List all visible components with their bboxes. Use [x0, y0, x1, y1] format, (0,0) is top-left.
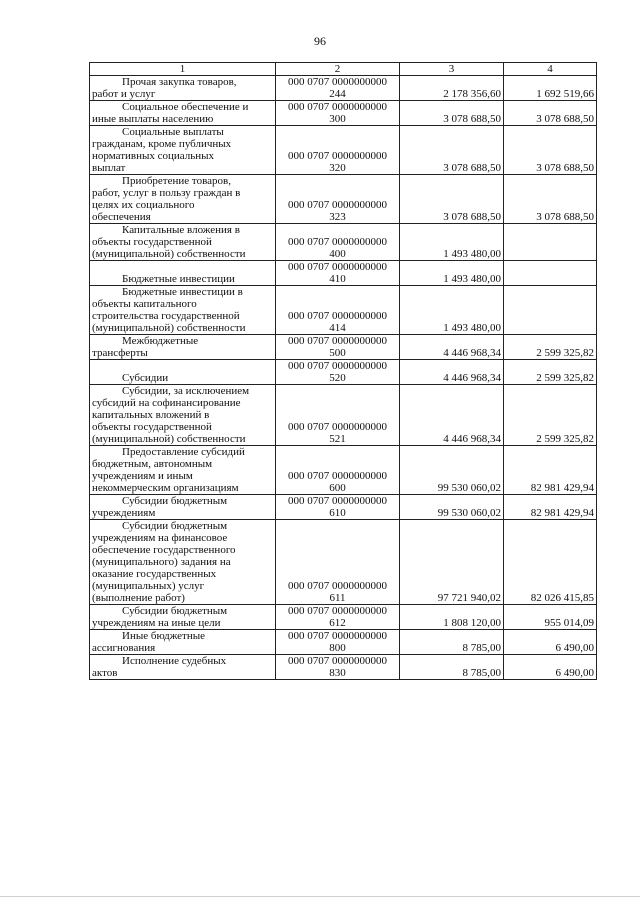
row-code-line: 000 0707 0000000000	[288, 605, 387, 617]
row-name-line: Социальное обеспечение и	[122, 101, 249, 113]
row-code-line: 000 0707 0000000000	[288, 335, 387, 347]
row-name-cell	[90, 261, 276, 286]
row-value-col3: 99 530 060,02	[400, 495, 504, 520]
row-value-col3: 1 493 480,00	[400, 286, 504, 335]
row-value-col4	[504, 286, 597, 335]
row-name-line: Бюджетные инвестиции в	[122, 286, 243, 298]
row-value-col3: 1 808 120,00	[400, 605, 504, 630]
row-name-line: объекты государственной	[92, 236, 212, 248]
row-name-cell	[90, 495, 276, 520]
row-code-line: 611	[329, 592, 346, 604]
row-name-line: иные выплаты населению	[92, 113, 214, 125]
row-code-cell	[276, 630, 400, 655]
row-name-line: учреждениям на иные цели	[92, 617, 221, 629]
row-code-line: 000 0707 0000000000	[288, 421, 387, 433]
table-row	[90, 495, 597, 520]
row-name-line: ассигнования	[92, 642, 156, 654]
row-name-line: целях их социального	[92, 199, 195, 211]
table-header-row	[90, 63, 597, 76]
table-row	[90, 655, 597, 680]
row-value-col3: 4 446 968,34	[400, 385, 504, 446]
row-name-line: трансферты	[92, 347, 148, 359]
row-name-cell	[90, 385, 276, 446]
row-value-col4: 82 026 415,85	[504, 520, 597, 605]
row-name-line: (муниципальной) собственности	[92, 433, 246, 445]
row-value-col3: 4 446 968,34	[400, 360, 504, 385]
row-name-cell	[90, 630, 276, 655]
row-name-line: Субсидии	[122, 372, 169, 384]
row-code-line: 000 0707 0000000000	[288, 655, 387, 667]
row-name-line: учреждениям на финансовое	[92, 532, 228, 544]
row-name-line: Субсидии бюджетным	[122, 605, 228, 617]
row-name-line: капитальных вложений в	[92, 409, 210, 421]
table-row	[90, 126, 597, 175]
row-code-cell	[276, 495, 400, 520]
row-value-col3: 2 178 356,60	[400, 76, 504, 101]
row-code-line: 000 0707 0000000000	[288, 236, 387, 248]
table-row	[90, 286, 597, 335]
page-bottom-edge	[0, 896, 640, 897]
row-value-col4: 2 599 325,82	[504, 360, 597, 385]
row-code-line: 610	[329, 507, 346, 519]
row-code-line: 000 0707 0000000000	[288, 150, 387, 162]
row-name-line: Субсидии бюджетным	[122, 520, 228, 532]
row-code-cell	[276, 360, 400, 385]
row-name-cell	[90, 224, 276, 261]
row-name-line: объекты государственной	[92, 421, 212, 433]
column-header-1: 1	[90, 63, 276, 76]
column-header-2: 2	[276, 63, 400, 76]
row-value-col3: 8 785,00	[400, 630, 504, 655]
table-body	[90, 76, 597, 680]
row-value-col4: 2 599 325,82	[504, 335, 597, 360]
row-code-cell	[276, 101, 400, 126]
row-code-line: 830	[329, 667, 346, 679]
row-name-line: актов	[92, 667, 118, 679]
table-row	[90, 175, 597, 224]
table-row	[90, 101, 597, 126]
table-row	[90, 446, 597, 495]
row-name-line: объекты капитального	[92, 298, 197, 310]
row-value-col4: 6 490,00	[504, 655, 597, 680]
row-name-line: учреждениям	[92, 507, 156, 519]
row-value-col4: 6 490,00	[504, 630, 597, 655]
row-name-line: бюджетным, автономным	[92, 458, 213, 470]
row-code-line: 414	[329, 322, 346, 334]
row-value-col4: 3 078 688,50	[504, 175, 597, 224]
table-row	[90, 76, 597, 101]
row-code-cell	[276, 655, 400, 680]
table-row	[90, 605, 597, 630]
row-code-line: 000 0707 0000000000	[288, 630, 387, 642]
table-row	[90, 224, 597, 261]
table-row	[90, 385, 597, 446]
row-code-cell	[276, 286, 400, 335]
row-code-line: 400	[329, 248, 346, 260]
row-code-line: 000 0707 0000000000	[288, 310, 387, 322]
row-value-col3: 3 078 688,50	[400, 101, 504, 126]
row-value-col3: 1 493 480,00	[400, 261, 504, 286]
column-header-4: 4	[504, 63, 597, 76]
row-name-cell	[90, 126, 276, 175]
row-name-line: работ, услуг в пользу граждан в	[92, 187, 241, 199]
row-value-col3: 1 493 480,00	[400, 224, 504, 261]
row-name-line: (муниципальных) услуг	[92, 580, 205, 592]
row-code-line: 320	[329, 162, 346, 174]
row-value-col4	[504, 224, 597, 261]
row-name-line: учреждениям и иным	[92, 470, 193, 482]
row-code-cell	[276, 385, 400, 446]
row-name-line: Исполнение судебных	[122, 655, 227, 667]
row-name-line: Капитальные вложения в	[122, 224, 240, 236]
row-name-line: оказание государственных	[92, 568, 217, 580]
row-value-col4: 3 078 688,50	[504, 101, 597, 126]
row-value-col3: 99 530 060,02	[400, 446, 504, 495]
row-value-col4: 82 981 429,94	[504, 446, 597, 495]
row-name-line: строительства государственной	[92, 310, 240, 322]
row-name-cell	[90, 175, 276, 224]
row-code-line: 000 0707 0000000000	[288, 101, 387, 113]
row-name-line: Иные бюджетные	[122, 630, 206, 642]
row-name-cell	[90, 520, 276, 605]
row-code-line: 323	[329, 211, 346, 223]
row-name-line: обеспечение государственного	[92, 544, 236, 556]
row-name-line: субсидий на софинансирование	[92, 397, 241, 409]
row-code-line: 000 0707 0000000000	[288, 199, 387, 211]
row-code-cell	[276, 224, 400, 261]
table-row	[90, 520, 597, 605]
row-code-cell	[276, 446, 400, 495]
row-code-cell	[276, 520, 400, 605]
row-code-cell	[276, 335, 400, 360]
row-name-line: Предоставление субсидий	[122, 446, 245, 458]
row-value-col4: 1 692 519,66	[504, 76, 597, 101]
row-code-line: 600	[329, 482, 346, 494]
row-name-cell	[90, 446, 276, 495]
row-name-line: Социальные выплаты	[122, 126, 224, 138]
row-code-line: 000 0707 0000000000	[288, 580, 387, 592]
row-code-line: 244	[329, 88, 346, 100]
table-row	[90, 630, 597, 655]
row-name-line: работ и услуг	[92, 88, 156, 100]
column-header-3: 3	[400, 63, 504, 76]
row-code-cell	[276, 76, 400, 101]
row-value-col4: 82 981 429,94	[504, 495, 597, 520]
row-code-line: 500	[329, 347, 346, 359]
row-name-line: Межбюджетные	[122, 335, 199, 347]
row-value-col4: 3 078 688,50	[504, 126, 597, 175]
row-name-line: Приобретение товаров,	[122, 175, 231, 187]
row-value-col3: 97 721 940,02	[400, 520, 504, 605]
row-code-cell	[276, 126, 400, 175]
row-value-col3: 4 446 968,34	[400, 335, 504, 360]
row-name-line: Субсидии бюджетным	[122, 495, 228, 507]
row-name-line: (муниципального) задания на	[92, 556, 231, 568]
row-code-line: 000 0707 0000000000	[288, 76, 387, 88]
row-name-line: (муниципальной) собственности	[92, 322, 246, 334]
row-name-line: Прочая закупка товаров,	[122, 76, 237, 88]
row-value-col3: 3 078 688,50	[400, 175, 504, 224]
row-name-cell	[90, 286, 276, 335]
row-name-line: выплат	[92, 162, 126, 174]
row-code-line: 000 0707 0000000000	[288, 470, 387, 482]
row-code-line: 000 0707 0000000000	[288, 261, 387, 273]
row-code-line: 000 0707 0000000000	[288, 495, 387, 507]
table-row	[90, 335, 597, 360]
row-code-cell	[276, 175, 400, 224]
row-name-line: Бюджетные инвестиции	[122, 273, 235, 285]
row-name-cell	[90, 101, 276, 126]
row-name-line: нормативных социальных	[92, 150, 215, 162]
row-code-line: 612	[329, 617, 346, 629]
row-code-cell	[276, 605, 400, 630]
row-name-line: (выполнение работ)	[92, 592, 185, 604]
row-value-col3: 8 785,00	[400, 655, 504, 680]
row-code-line: 000 0707 0000000000	[288, 360, 387, 372]
row-name-cell	[90, 335, 276, 360]
row-name-line: (муниципальной) собственности	[92, 248, 246, 260]
table-row	[90, 360, 597, 385]
row-name-cell	[90, 655, 276, 680]
row-value-col4	[504, 261, 597, 286]
row-name-cell	[90, 605, 276, 630]
row-code-line: 300	[329, 113, 346, 125]
row-code-line: 800	[329, 642, 346, 654]
row-code-cell	[276, 261, 400, 286]
table-row	[90, 261, 597, 286]
row-code-line: 410	[329, 273, 346, 285]
row-code-line: 521	[329, 433, 346, 445]
row-name-cell	[90, 360, 276, 385]
row-name-line: некоммерческим организациям	[92, 482, 239, 494]
row-name-cell	[90, 76, 276, 101]
row-value-col4: 955 014,09	[504, 605, 597, 630]
page-number: 96	[314, 34, 326, 48]
row-value-col4: 2 599 325,82	[504, 385, 597, 446]
budget-table	[89, 62, 597, 680]
row-name-line: обеспечения	[92, 211, 151, 223]
row-name-line: гражданам, кроме публичных	[92, 138, 232, 150]
row-name-line: Субсидии, за исключением	[122, 385, 250, 397]
row-code-line: 520	[329, 372, 346, 384]
row-value-col3: 3 078 688,50	[400, 126, 504, 175]
